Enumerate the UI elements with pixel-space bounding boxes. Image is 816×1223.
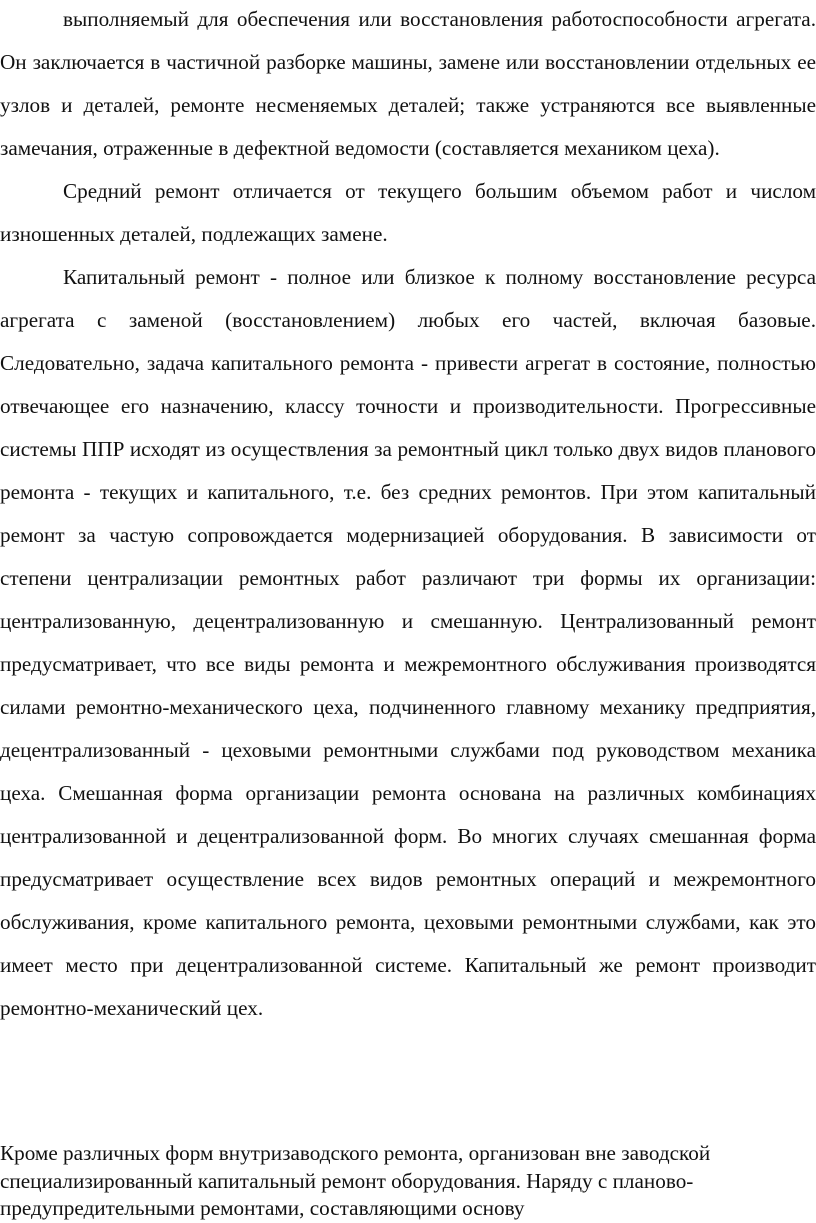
paragraph-medium-repair: Средний ремонт отличается от текущего большим объемом работ и числом изношенных деталей, подлежащих замене. (0, 179, 816, 246)
paragraph-capital-repair: Капитальный ремонт - полное или близкое к полному восстановление ресурса агрегата с заменой (восстановлением) любых его частей, включая базовые. Следовательно, задача капитального ремонта - привести агрегат в состояние, полностью отвечающее его назначению, классу точности и производительности. Прогрессивные системы ППР исходят из осуществления за ремонтный цикл только двух видов планового ремонта - текущих и капитального, т.е. без средних ремонтов. При этом капитальный ремонт за частую сопровождается модернизацией оборудования. В зависимости от степени централизации ремонтных работ различают три формы их организации: централизованную, децентрализованную и смешанную. Централизованный ремонт предусматривает, что все виды ремонта и межремонтного обслуживания производятся силами ремонтно-механического цеха, подчиненного главному механику предприятия, децентрализованный - цеховыми ремонтными службами под руководством механика цеха. Смешанная форма организации ремонта основана на различных комбинациях централизованной и децентрализованной форм. Во многих случаях смешанная форма предусматривает осуществление всех видов ремонтных операций и межремонтного обслуживания, кроме капитального ремонта, цеховыми ремонтными службами, как это имеет место при децентрализованной системе. Капитальный же ремонт производит ремонтно-механический цех. (0, 265, 816, 1020)
paragraph-external-repair: Кроме различных форм внутризаводского ремонта, организован вне заводской специализированный капитальный ремонт оборудования. Наряду с планово-предупредительными ремонтами, составляющими основу (0, 1141, 711, 1220)
document-tail (0, 1140, 816, 1223)
paragraph-current-repair: выполняемый для обеспечения или восстановления работоспособности агрегата. Он заключается в частичной разборке машины, замене или восстановлении отдельных ее узлов и деталей, ремонте несменяемых деталей; также устраняются все выявленные замечания, отраженные в дефектной ведомости (составляется механиком цеха). (0, 7, 816, 160)
